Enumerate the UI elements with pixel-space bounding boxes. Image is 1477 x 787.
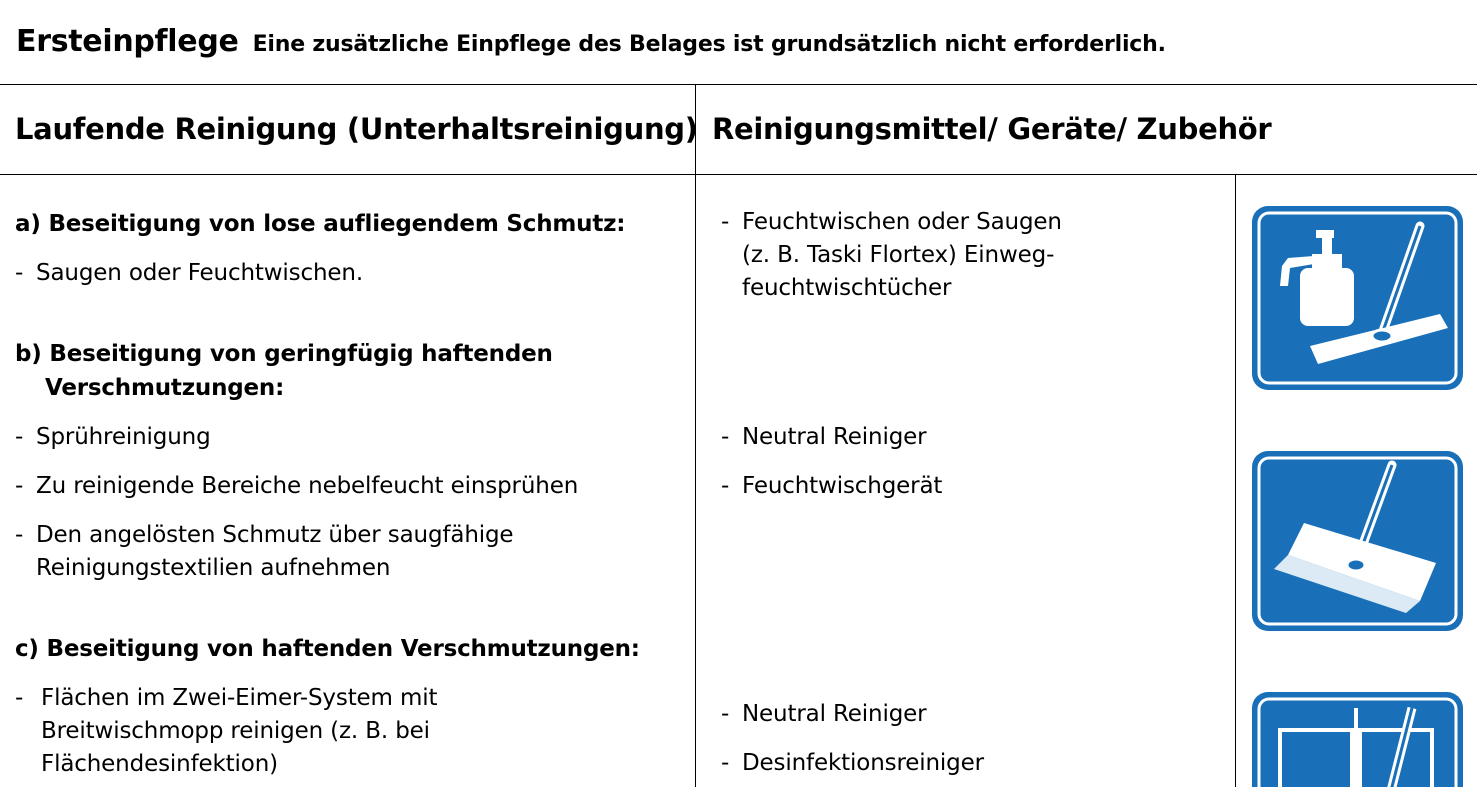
bullet-dash: - [721,701,730,727]
material-continuation: feuchtwischtücher [742,275,952,301]
material-text: Desinfektionsreiniger [742,750,984,776]
bullet-dash: - [15,685,24,711]
flat-mop-icon [1252,451,1463,635]
spray-bottle-and-mop-icon [1252,206,1463,390]
list-item-continuation: Reinigungstextilien aufnehmen [36,555,391,581]
material-text: Feuchtwischgerät [742,473,943,499]
material-text: Neutral Reiniger [742,701,927,727]
material-text: Neutral Reiniger [742,424,927,450]
divider-header [0,174,1477,175]
two-bucket-mop-icon [1252,692,1463,787]
bullet-dash: - [15,260,24,286]
column-divider [695,84,696,787]
bullet-dash: - [15,473,24,499]
bullet-dash: - [721,750,730,776]
bullet-dash: - [15,424,24,450]
list-item-text: Zu reinigende Bereiche nebelfeucht einsprühen [36,473,579,499]
page-title: Ersteinpflege [16,24,239,59]
section-b-heading: b) Beseitigung von geringfügig haftenden [15,341,553,367]
right-column-heading: Reinigungsmittel/ Geräte/ Zubehör [712,112,1272,146]
material-text: Feuchtwischen oder Saugen [742,209,1062,235]
divider-top [0,84,1477,85]
list-item-text: Saugen oder Feuchtwischen. [36,260,363,286]
section-a-heading: a) Beseitigung von lose aufliegendem Schmutz: [15,211,626,237]
list-item-text: Sprühreinigung [36,424,211,450]
bullet-dash: - [721,209,730,235]
title-row [16,24,1166,59]
list-item-text: Den angelösten Schmutz über saugfähige [36,522,514,548]
section-c-heading: c) Beseitigung von haftenden Verschmutzungen: [15,636,640,662]
section-b-heading-line2: Verschmutzungen: [45,375,285,401]
bullet-dash: - [721,424,730,450]
bullet-dash: - [721,473,730,499]
list-item-text: Flächen im Zwei-Eimer-System mit [41,685,438,711]
material-continuation: (z. B. Taski Flortex) Einweg- [742,242,1055,268]
bullet-dash: - [15,522,24,548]
icon-column-divider [1235,174,1236,787]
left-column-heading: Laufende Reinigung (Unterhaltsreinigung) [15,112,698,146]
page-subtitle: Eine zusätzliche Einpflege des Belages ist grundsätzlich nicht erforderlich. [252,32,1166,57]
list-item-continuation: Flächendesinfektion) [41,751,278,777]
list-item-continuation: Breitwischmopp reinigen (z. B. bei [41,718,430,744]
